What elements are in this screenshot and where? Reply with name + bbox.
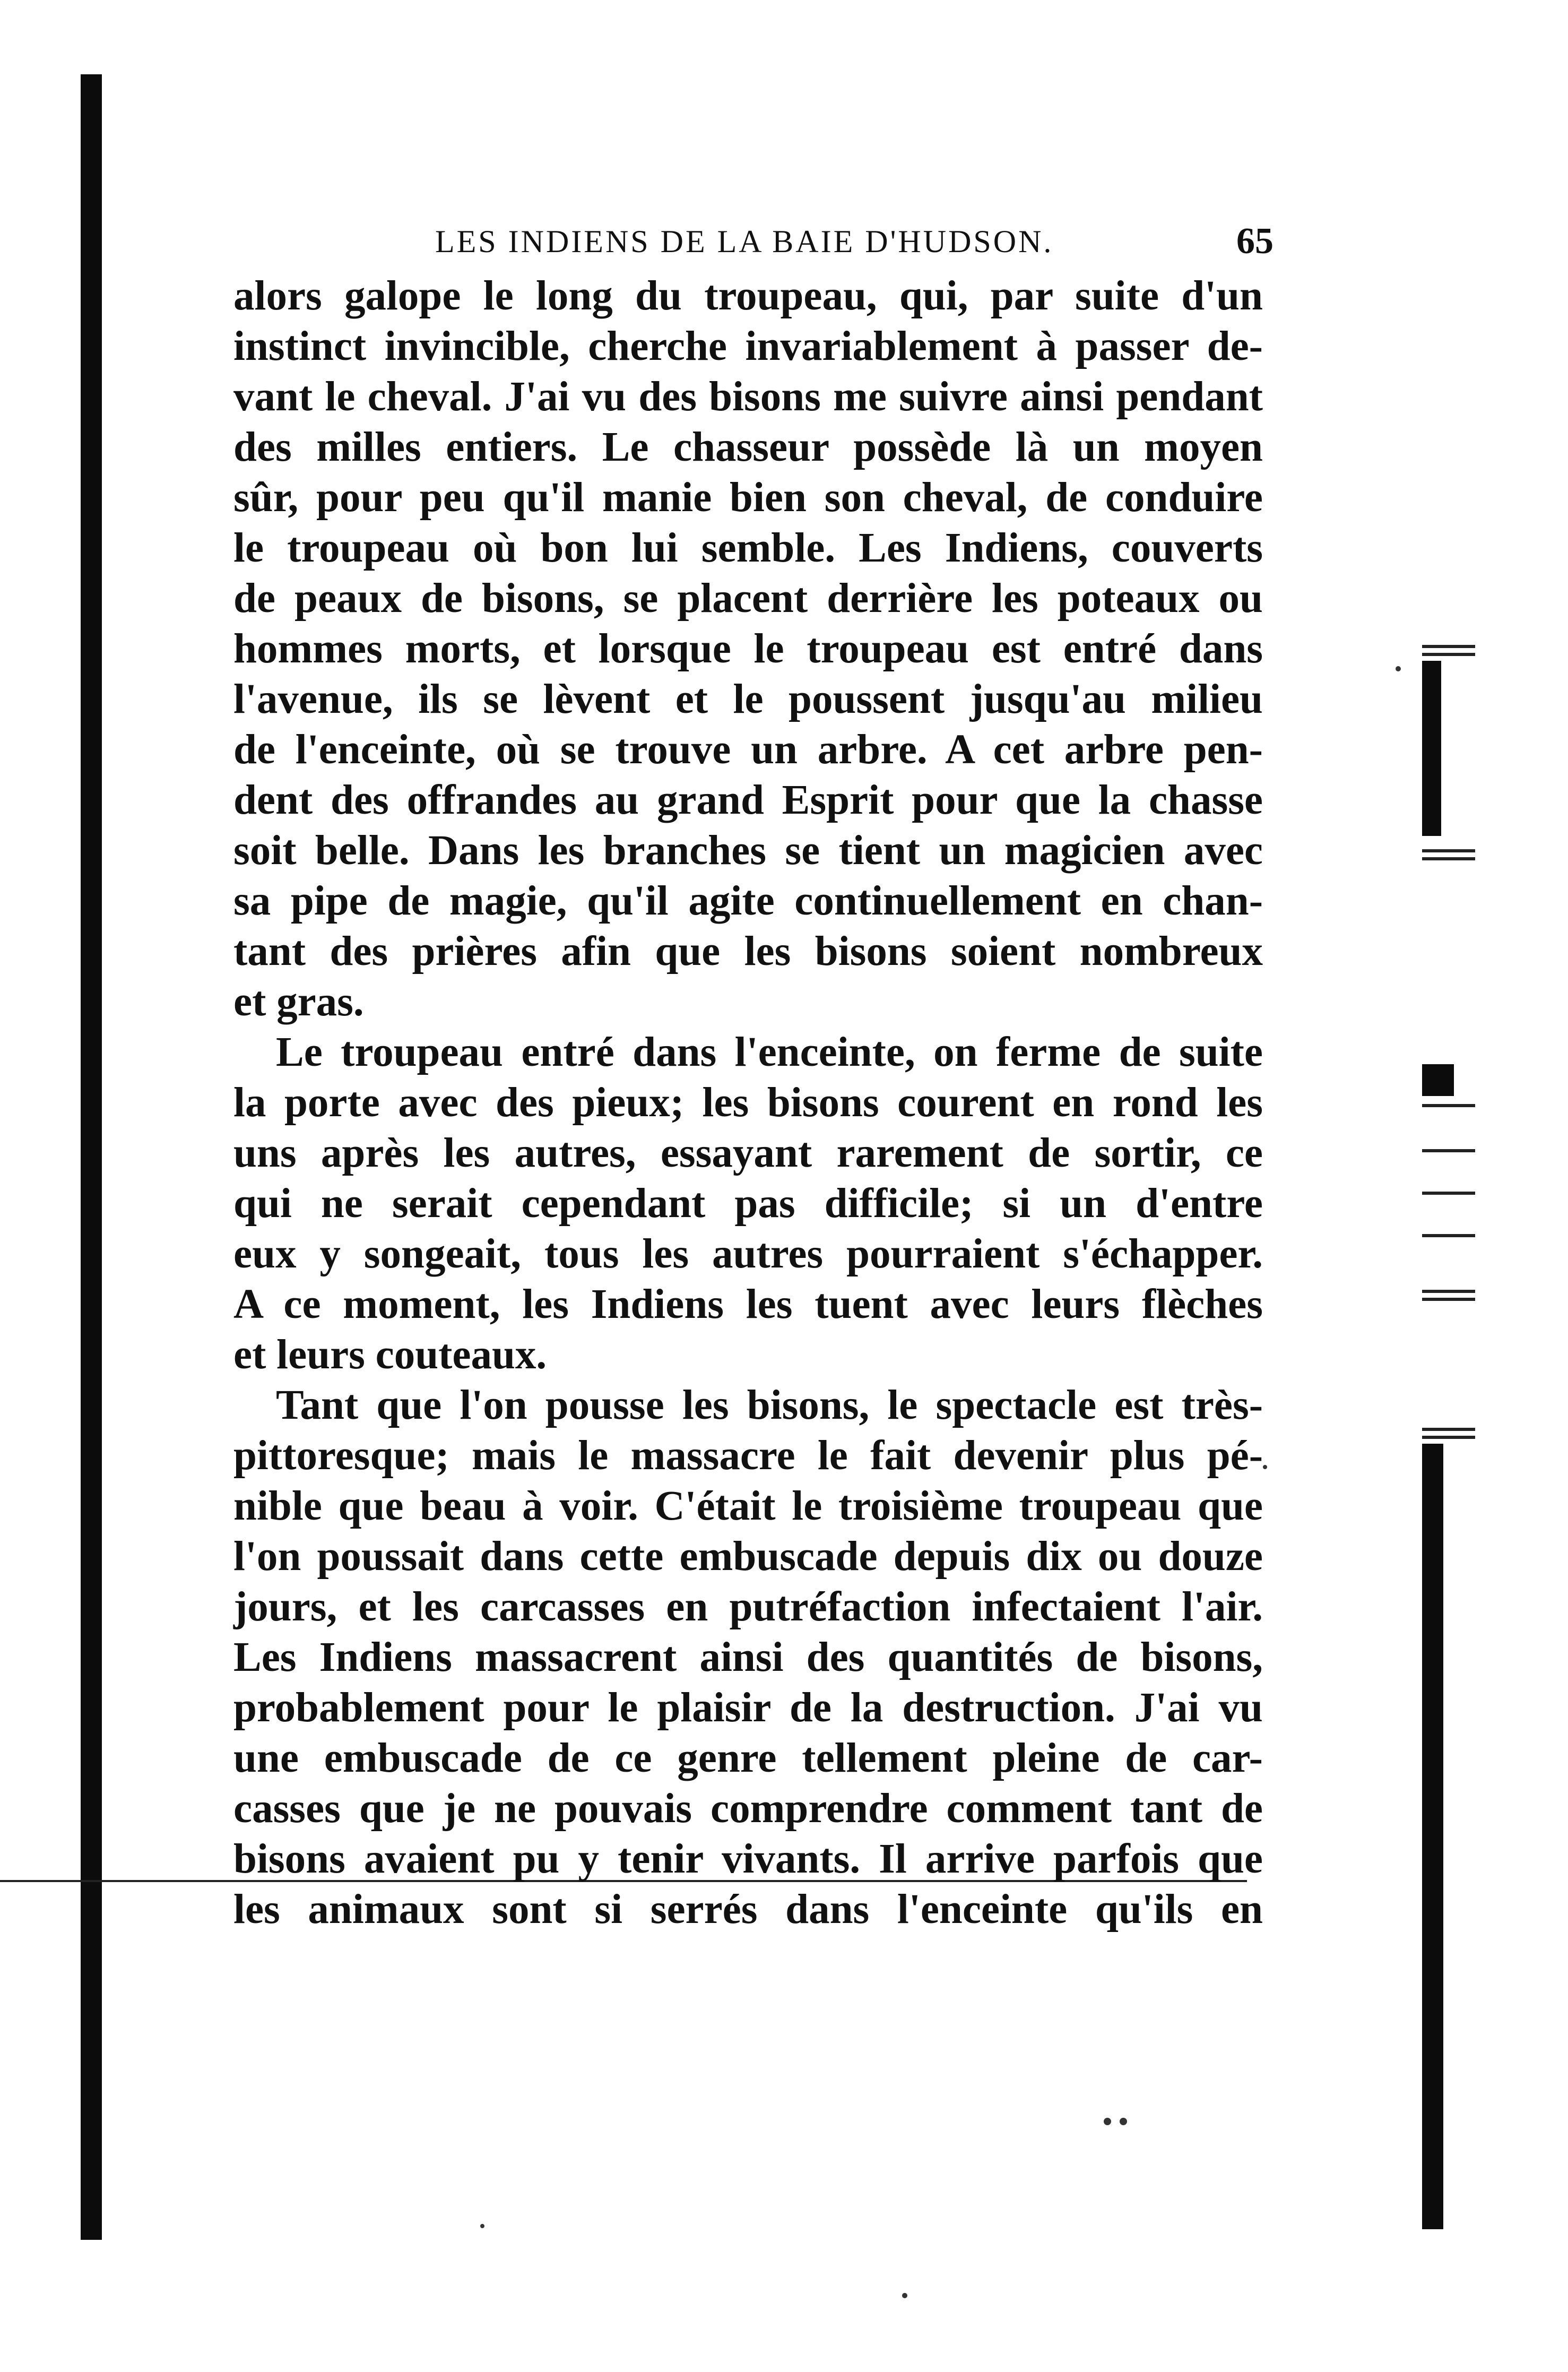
- scan-margin-mark: [1422, 849, 1475, 852]
- text-line: probablement pour le plaisir de la destruction. J'ai vu: [233, 1685, 1263, 1731]
- scan-margin-mark: [1422, 1290, 1475, 1293]
- text-line: l'on poussait dans cette embuscade depuis dix ou douze: [233, 1533, 1263, 1580]
- page-header: [435, 218, 1274, 265]
- scan-margin-mark: [1422, 1436, 1475, 1439]
- scan-margin-bar: [1422, 1444, 1443, 2229]
- text-line: les animaux sont si serrés dans l'enceinte qu'ils en: [233, 1886, 1263, 1933]
- text-line: A ce moment, les Indiens les tuent avec leurs flèches: [233, 1281, 1263, 1327]
- scan-speck: [480, 2224, 484, 2228]
- text-line: l'avenue, ils se lèvent et le poussent jusqu'au milieu: [233, 676, 1263, 722]
- text-line: instinct invincible, cherche invariablement à passer de-: [233, 323, 1263, 369]
- scan-margin-mark: [1422, 645, 1475, 648]
- text-line: eux y songeait, tous les autres pourraient s'échapper.: [233, 1231, 1263, 1277]
- text-line: bisons avaient pu y tenir vivants. Il arrive parfois que: [233, 1836, 1263, 1882]
- text-line: jours, et les carcasses en putréfaction infectaient l'air.: [233, 1584, 1263, 1630]
- scan-speck: [1263, 1465, 1267, 1469]
- text-line: uns après les autres, essayant rarement de sortir, ce: [233, 1130, 1263, 1176]
- text-line: des milles entiers. Le chasseur possède là un moyen: [233, 424, 1263, 470]
- running-title: LES INDIENS DE LA BAIE D'HUDSON.: [435, 224, 1054, 259]
- text-line: Le troupeau entré dans l'enceinte, on ferme de suite: [276, 1029, 1263, 1075]
- scan-margin-mark: [1422, 1428, 1475, 1431]
- text-line: alors galope le long du troupeau, qui, par suite d'un: [233, 273, 1263, 319]
- scan-binding-edge: [81, 74, 102, 2240]
- scan-margin-mark: [1422, 1234, 1475, 1237]
- scan-speck: [902, 2293, 907, 2298]
- text-line: sûr, pour peu qu'il manie bien son cheval, de conduire: [233, 475, 1263, 521]
- text-line: casses que je ne pouvais comprendre comment tant de: [233, 1786, 1263, 1832]
- text-line: dent des offrandes au grand Esprit pour que la chasse: [233, 777, 1263, 823]
- text-line: Les Indiens massacrent ainsi des quantités de bisons,: [233, 1634, 1263, 1680]
- text-line: une embuscade de ce genre tellement pleine de car-: [233, 1735, 1263, 1781]
- scan-speck: [1120, 2118, 1127, 2125]
- text-line: la porte avec des pieux; les bisons courent en rond les: [233, 1080, 1263, 1126]
- page-number: 65: [1236, 221, 1274, 262]
- text-line: de l'enceinte, où se trouve un arbre. A cet arbre pen-: [233, 727, 1263, 773]
- text-line: tant des prières afin que les bisons soient nombreux: [233, 928, 1263, 974]
- text-line: qui ne serait cependant pas difficile; si un d'entre: [233, 1180, 1263, 1227]
- paragraph: [233, 1027, 1263, 1380]
- scan-margin-mark: [1422, 1149, 1475, 1152]
- paragraph: [233, 271, 1263, 1027]
- text-line: hommes morts, et lorsque le troupeau est entré dans: [233, 626, 1263, 672]
- scan-margin-mark: [1422, 1298, 1475, 1301]
- text-line: et leurs couteaux.: [233, 1332, 547, 1378]
- text-line: Tant que l'on pousse les bisons, le spectacle est très-: [276, 1382, 1263, 1428]
- scan-speck: [1396, 666, 1401, 671]
- text-line: pittoresque; mais le massacre le fait devenir plus pé-: [233, 1433, 1263, 1479]
- text-line: sa pipe de magie, qu'il agite continuellement en chan-: [233, 878, 1263, 924]
- scan-margin-mark: [1422, 653, 1475, 656]
- text-line: vant le cheval. J'ai vu des bisons me suivre ainsi pendant: [233, 374, 1263, 420]
- scan-margin-mark: [1422, 857, 1475, 860]
- paragraph: [233, 1380, 1263, 1935]
- text-line: le troupeau où bon lui semble. Les Indiens, couverts: [233, 525, 1263, 571]
- text-line: de peaux de bisons, se placent derrière les poteaux ou: [233, 575, 1263, 622]
- scan-margin-mark: [1422, 1192, 1475, 1195]
- body-text: [233, 271, 1263, 1935]
- text-line: soit belle. Dans les branches se tient un magicien avec: [233, 827, 1263, 874]
- scan-margin-bar: [1422, 661, 1441, 836]
- scan-margin-mark: [1422, 1104, 1475, 1107]
- scan-margin-bar: [1422, 1064, 1454, 1096]
- text-line: et gras.: [233, 979, 364, 1025]
- scan-speck: [1104, 2118, 1111, 2125]
- text-line: nible que beau à voir. C'était le troisième troupeau que: [233, 1483, 1263, 1529]
